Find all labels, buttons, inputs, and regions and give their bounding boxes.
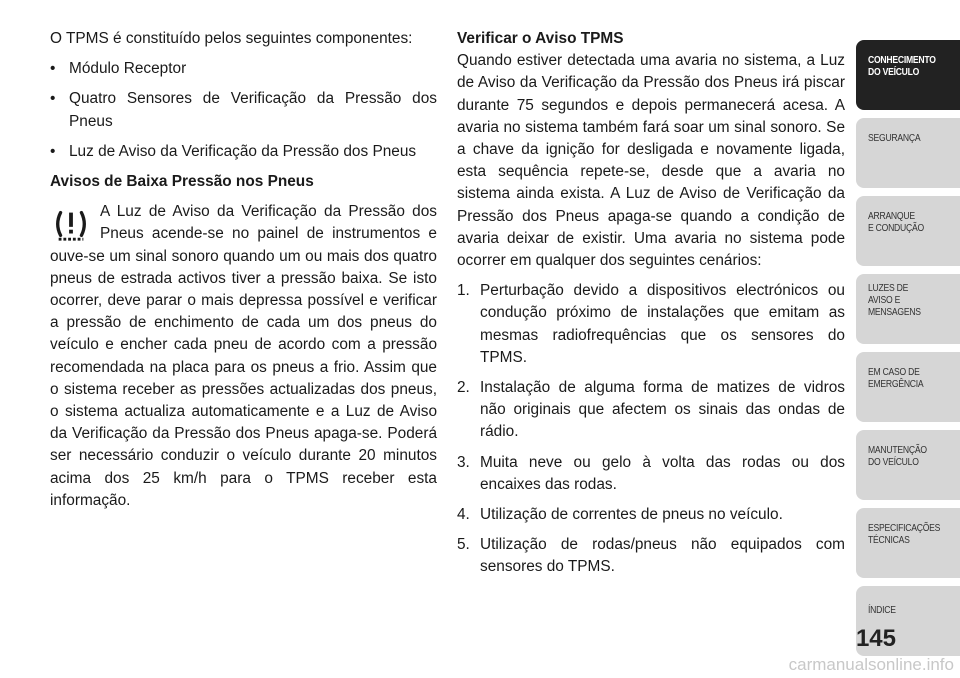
tab-label: EM CASO DE <box>868 366 920 378</box>
warning-text: A Luz de Aviso da Verificação da Pressão dos Pneus acende-se no painel de instrumentos e ouve-se um sinal sonoro quando um ou mais dos quatro pneus de estrada activos tiver a pressão baixa. Se isto ocorrer, deve parar o mais depressa possível e verificar a pressão de enchimento de cada um dos pneus do veículo e encher cada pneu de acordo com a pressão recomendada na placa para os pneus a frio. Assim que o sistema receber as pressões actualizadas dos pneus, o sistema actualiza automaticamente e a Luz de Aviso da Verificação da Pressão dos Pneus apaga-se. Poderá ser necessário conduzir o veículo durante 20 minutos acima dos 25 km/h para o TPMS receber esta informação. <box>50 203 437 509</box>
bullet: • <box>50 90 56 108</box>
tab-label: LUZES DE <box>868 282 909 294</box>
tab-especificacoes[interactable] <box>856 508 960 578</box>
bullet: • <box>50 60 56 78</box>
tab-label: ESPECIFICAÇÕES <box>868 522 941 534</box>
component-item <box>50 58 437 80</box>
list-item <box>457 452 845 496</box>
item-number: 4. <box>457 506 470 524</box>
tab-label: E CONDUÇÃO <box>868 222 924 234</box>
item-number: 3. <box>457 453 470 471</box>
list-item <box>457 534 845 578</box>
tab-arranque[interactable] <box>856 196 960 266</box>
item-text: Muita neve ou gelo à volta das rodas ou dos encaixes das rodas. <box>480 453 845 493</box>
warning-paragraph <box>50 201 437 512</box>
malfunction-paragraph: Quando estiver detectada uma avaria no sistema, a Luz de Aviso da Verificação da Pressão dos Pneus irá piscar durante 75 segundos e depois permanecerá acesa. A avaria no sistema também fará soar um sinal sonoro. Se a chave da ignição for desligada e novamente ligada, esta sequência repete-se, desde que a avaria no sistema ainda exista. A Luz de Aviso de Verificação da Pressão dos Pneus apaga-se quando a condição de avaria deixar de existir. Uma avaria no sistema pode ocorrer em qualquer dos seguintes cenários: <box>457 52 845 270</box>
tab-label: DO VEÍCULO <box>868 456 919 468</box>
section-heading: Avisos de Baixa Pressão nos Pneus <box>50 173 314 191</box>
left-column <box>50 28 437 512</box>
page-number: 145 <box>855 625 896 652</box>
right-column <box>457 28 845 579</box>
components-intro: O TPMS é constituído pelos seguintes componentes: <box>50 30 413 47</box>
tab-seguranca[interactable] <box>856 118 960 188</box>
item-text: Utilização de correntes de pneus no veículo. <box>480 506 783 524</box>
tab-label: CONHECIMENTO <box>868 54 936 66</box>
tab-label: SEGURANÇA <box>868 132 921 144</box>
bullet: • <box>50 142 56 160</box>
item-text: Instalação de alguma forma de matizes de vidros não originais que afectem os sinais das ondas de rádio. <box>480 379 845 441</box>
tab-conhecimento[interactable] <box>856 40 960 110</box>
tab-luzes[interactable] <box>856 274 960 344</box>
tab-label: DO VEÍCULO <box>868 66 920 78</box>
component-text: Quatro Sensores de Verificação da Pressão dos Pneus <box>69 90 437 130</box>
tab-manutencao[interactable] <box>856 430 960 500</box>
tab-label: ÍNDICE <box>868 604 896 616</box>
tpms-warning-icon <box>52 205 90 243</box>
tab-label: MANUTENÇÃO <box>868 444 927 456</box>
component-text: Módulo Receptor <box>69 60 187 78</box>
item-text: Perturbação devido a dispositivos electrónicos ou condução próximo de instalações que emitam as mesmas radiofrequências que os sensores do TPMS. <box>480 282 845 366</box>
tab-label: MENSAGENS <box>868 306 921 318</box>
list-item <box>457 280 845 369</box>
component-text: Luz de Aviso da Verificação da Pressão dos Pneus <box>69 142 417 160</box>
tab-emergencia[interactable] <box>856 352 960 422</box>
list-item <box>457 504 845 526</box>
item-number: 1. <box>457 282 470 300</box>
tab-label: ARRANQUE <box>868 210 915 222</box>
watermark-text: carmanualsonline.info <box>788 655 954 674</box>
list-item <box>457 377 845 444</box>
tab-label: EMERGÊNCIA <box>868 378 924 390</box>
section-heading: Verificar o Aviso TPMS <box>457 30 624 47</box>
tab-label: TÉCNICAS <box>868 534 910 546</box>
item-number: 5. <box>457 536 470 554</box>
item-number: 2. <box>457 379 470 397</box>
component-item <box>50 141 437 163</box>
component-item <box>50 88 437 132</box>
tab-label: AVISO E <box>868 294 901 306</box>
item-text: Utilização de rodas/pneus não equipados com sensores do TPMS. <box>480 536 845 576</box>
